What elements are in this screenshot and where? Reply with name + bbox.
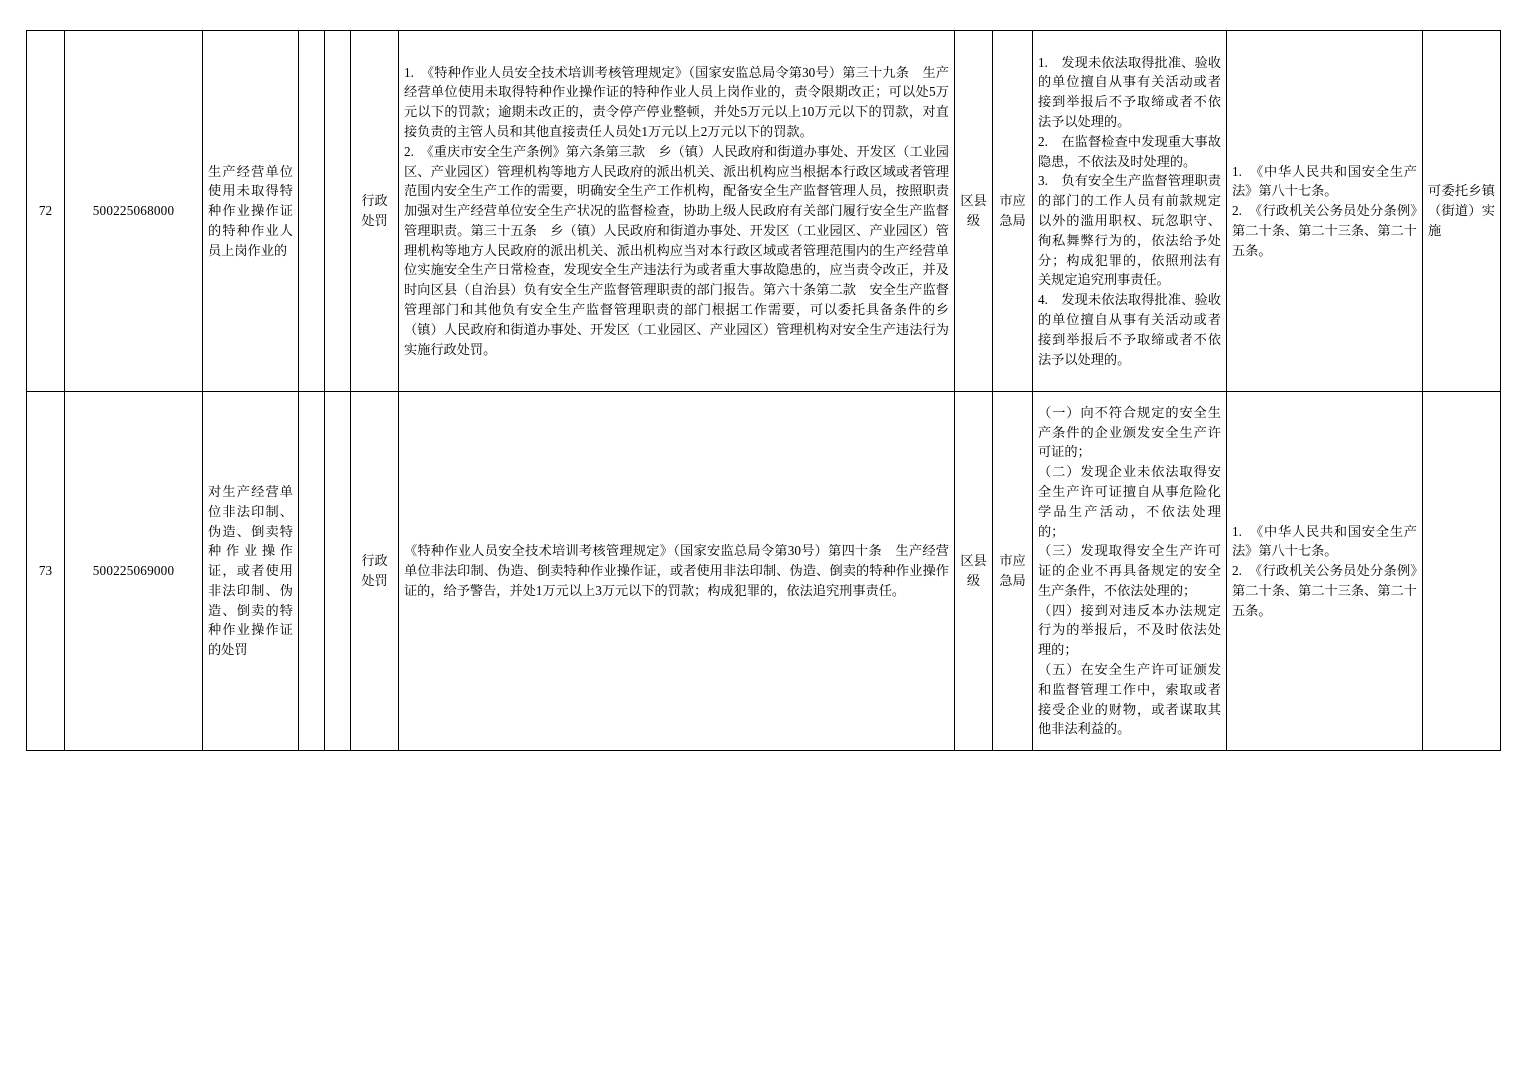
row-implementation-organ: 市应急局: [993, 31, 1033, 392]
responsibility-paragraph: 4. 发现未依法取得批准、验收的单位擅自从事有关活动或者接到举报后不予取缔或者不依法予以处理的。: [1038, 292, 1221, 367]
row-sequence: 73: [27, 392, 65, 751]
row-responsibility-situations: [1033, 31, 1227, 392]
accountability-paragraph: 1. 《中华人民共和国安全生产法》第八十七条。: [1232, 523, 1417, 559]
row-blank-column-1: [299, 392, 325, 751]
row-sequence: 72: [27, 31, 65, 392]
responsibility-paragraph: （三）发现取得安全生产许可证的企业不再具备规定的安全生产条件，不依法处理的；: [1038, 543, 1221, 598]
row-implementation-level: 区县级: [955, 31, 993, 392]
accountability-paragraph: 2. 《行政机关公务员处分条例》第二十条、第二十三条、第二十五条。: [1232, 563, 1417, 618]
responsibility-paragraph: （五）在安全生产许可证颁发和监督管理工作中，索取或者接受企业的财物，或者谋取其他非法利益的。: [1038, 662, 1221, 737]
responsibility-paragraph: 2. 在监督检查中发现重大事故隐患，不依法及时处理的。: [1038, 133, 1221, 169]
responsibility-paragraph: 1. 发现未依法取得批准、验收的单位擅自从事有关活动或者接到举报后不予取缔或者不依法予以处理的。: [1038, 54, 1221, 130]
table-row: [27, 392, 1501, 751]
row-blank-column-1: [299, 31, 325, 392]
row-item-type: 行政处罚: [351, 392, 399, 751]
row-blank-column-2: [325, 392, 351, 751]
row-remark: [1423, 392, 1501, 751]
row-accountability-basis: [1227, 392, 1423, 751]
row-item-code: 500225068000: [65, 31, 203, 392]
row-blank-column-2: [325, 31, 351, 392]
responsibility-paragraph: 3. 负有安全生产监督管理职责的部门的工作人员有前款规定以外的滥用职权、玩忽职守、徇私舞弊行为的，依法给予处分；构成犯罪的，依照刑法有关规定追究刑事责任。: [1038, 173, 1221, 288]
responsibility-paragraph: （二）发现企业未依法取得安全生产许可证擅自从事危险化学品生产活动，不依法处理的；: [1038, 464, 1221, 539]
row-legal-basis: [399, 31, 955, 392]
accountability-paragraph: 2. 《行政机关公务员处分条例》第二十条、第二十三条、第二十五条。: [1232, 203, 1417, 258]
row-responsibility-situations: [1033, 392, 1227, 751]
row-item-code: 500225069000: [65, 392, 203, 751]
row-item-type: 行政处罚: [351, 31, 399, 392]
responsibility-paragraph: （一）向不符合规定的安全生产条件的企业颁发安全生产许可证的；: [1038, 404, 1221, 460]
legal-basis-paragraph: 1. 《特种作业人员安全技术培训考核管理规定》（国家安监总局令第30号）第三十九条 生产经营单位使用未取得特种作业操作证的特种作业人员上岗作业的，责令限期改正；可以处5万元以下的罚款；逾期未改正的，责令停产停业整顿，并处5万元以上10万元以下的罚款，对直接负责的主管人员和其他直接责任人员处1万元以上2万元以下的罚款。: [404, 64, 949, 139]
regulation-table: [26, 30, 1501, 751]
row-remark: 可委托乡镇（街道）实施: [1423, 31, 1501, 392]
table-row: [27, 31, 1501, 392]
row-item-name: 生产经营单位使用未取得特种作业操作证的特种作业人员上岗作业的: [203, 31, 299, 392]
legal-basis-paragraph: 《特种作业人员安全技术培训考核管理规定》（国家安监总局令第30号）第四十条 生产经营单位非法印制、伪造、倒卖特种作业操作证，或者使用非法印制、伪造、倒卖的特种作业操作证的，给予警告，并处1万元以上3万元以下的罚款；构成犯罪的，依法追究刑事责任。: [404, 543, 949, 598]
row-accountability-basis: [1227, 31, 1423, 392]
responsibility-paragraph: （四）接到对违反本办法规定行为的举报后，不及时依法处理的；: [1038, 602, 1221, 658]
row-item-name: 对生产经营单位非法印制、伪造、倒卖特种作业操作证，或者使用非法印制、伪造、倒卖的特种作业操作证的处罚: [203, 392, 299, 751]
legal-basis-paragraph: 2. 《重庆市安全生产条例》第六条第三款 乡（镇）人民政府和街道办事处、开发区（工业园区、产业园区）管理机构等地方人民政府的派出机关、派出机构应当根据本行政区域或者管理范围内安全生产工作的需要，明确安全生产工作机构，配备安全生产监督管理人员，按照职责加强对生产经营单位安全生产状况的监督检查，协助上级人民政府有关部门履行安全生产监督管理职责。第三十五条 乡（镇）人民政府和街道办事处、开发区（工业园区、产业园区）管理机构等地方人民政府的派出机关、派出机构应当对本行政区域或者管理范围内的生产经营单位实施安全生产日常检查，发现安全生产违法行为或者重大事故隐患的，应当责令改正，并及时向区县（自治县）负有安全生产监督管理职责的部门报告。第六十条第二款 安全生产监督管理部门和其他负有安全生产监督管理职责的部门根据工作需要，可以委托具备条件的乡（镇）人民政府和街道办事处、开发区（工业园区、产业园区）管理机构对安全生产违法行为实施行政处罚。: [404, 143, 949, 357]
row-legal-basis: [399, 392, 955, 751]
row-implementation-level: 区县级: [955, 392, 993, 751]
row-implementation-organ: 市应急局: [993, 392, 1033, 751]
accountability-paragraph: 1. 《中华人民共和国安全生产法》第八十七条。: [1232, 163, 1417, 199]
